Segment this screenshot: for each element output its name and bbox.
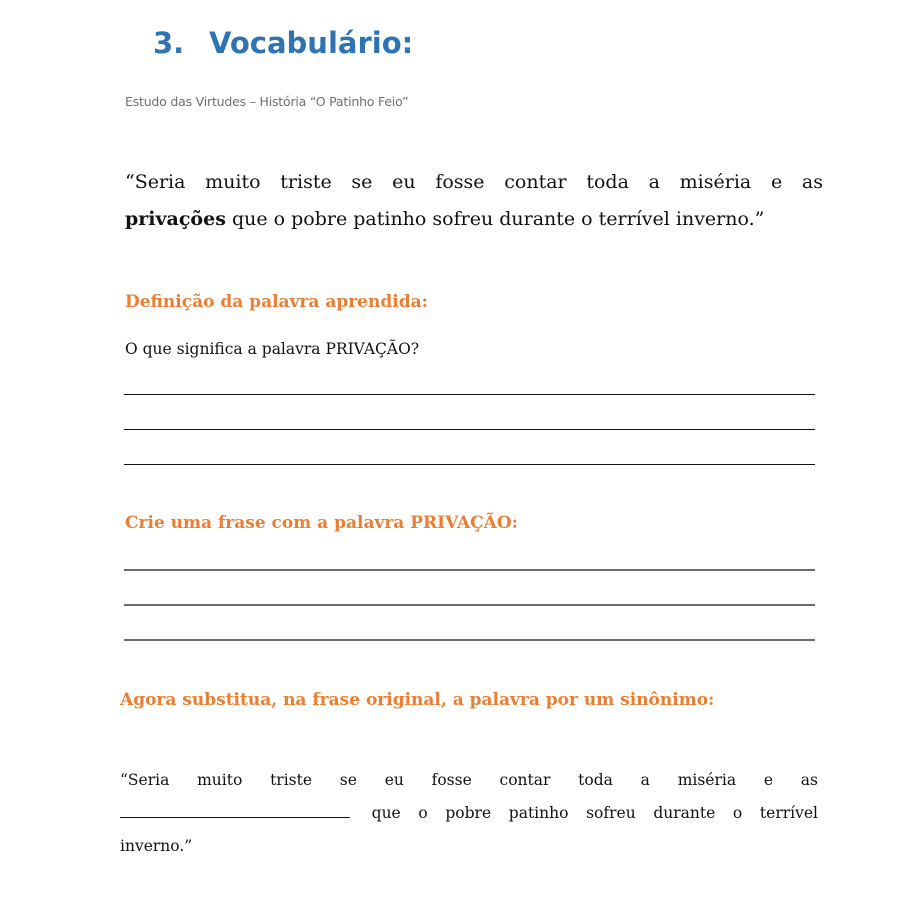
definition-heading: Definição da palavra aprendida: [125,292,428,312]
quote-line-2: que o pobre patinho sofreu durante o terrível inverno.” [225,208,765,230]
synonym-quote-line-3: inverno.” [120,837,193,855]
quote-line-1: “Seria muito triste se eu fosse contar toda a miséria e as [125,171,823,193]
document-subtitle: Estudo das Virtudes – História “O Patinho Feio” [125,94,409,109]
sentence-answer-line-3[interactable] [124,639,815,641]
sentence-answer-line-2[interactable] [124,604,815,606]
synonym-heading: Agora substitua, na frase original, a palavra por um sinônimo: [120,690,715,710]
section-number: 3. [153,26,185,60]
definition-question: O que significa a palavra PRIVAÇÃO? [125,340,420,358]
synonym-quote-line-2 [120,797,818,830]
synonym-quote-line-2-text: que o pobre patinho sofreu durante o terrível [371,804,818,822]
page-title [153,26,413,60]
definition-answer-line-2[interactable] [124,429,815,430]
original-quote [125,164,823,238]
highlighted-word: privações [125,208,226,230]
definition-answer-line-3[interactable] [124,464,815,465]
synonym-blank-field[interactable] [120,797,350,818]
synonym-quote-line-1: “Seria muito triste se eu fosse contar toda a miséria e as [120,771,818,789]
section-title-text: Vocabulário: [209,26,414,60]
sentence-answer-line-1[interactable] [124,569,815,571]
synonym-quote [120,764,818,863]
definition-answer-line-1[interactable] [124,394,815,395]
sentence-heading: Crie uma frase com a palavra PRIVAÇÃO: [125,513,518,533]
